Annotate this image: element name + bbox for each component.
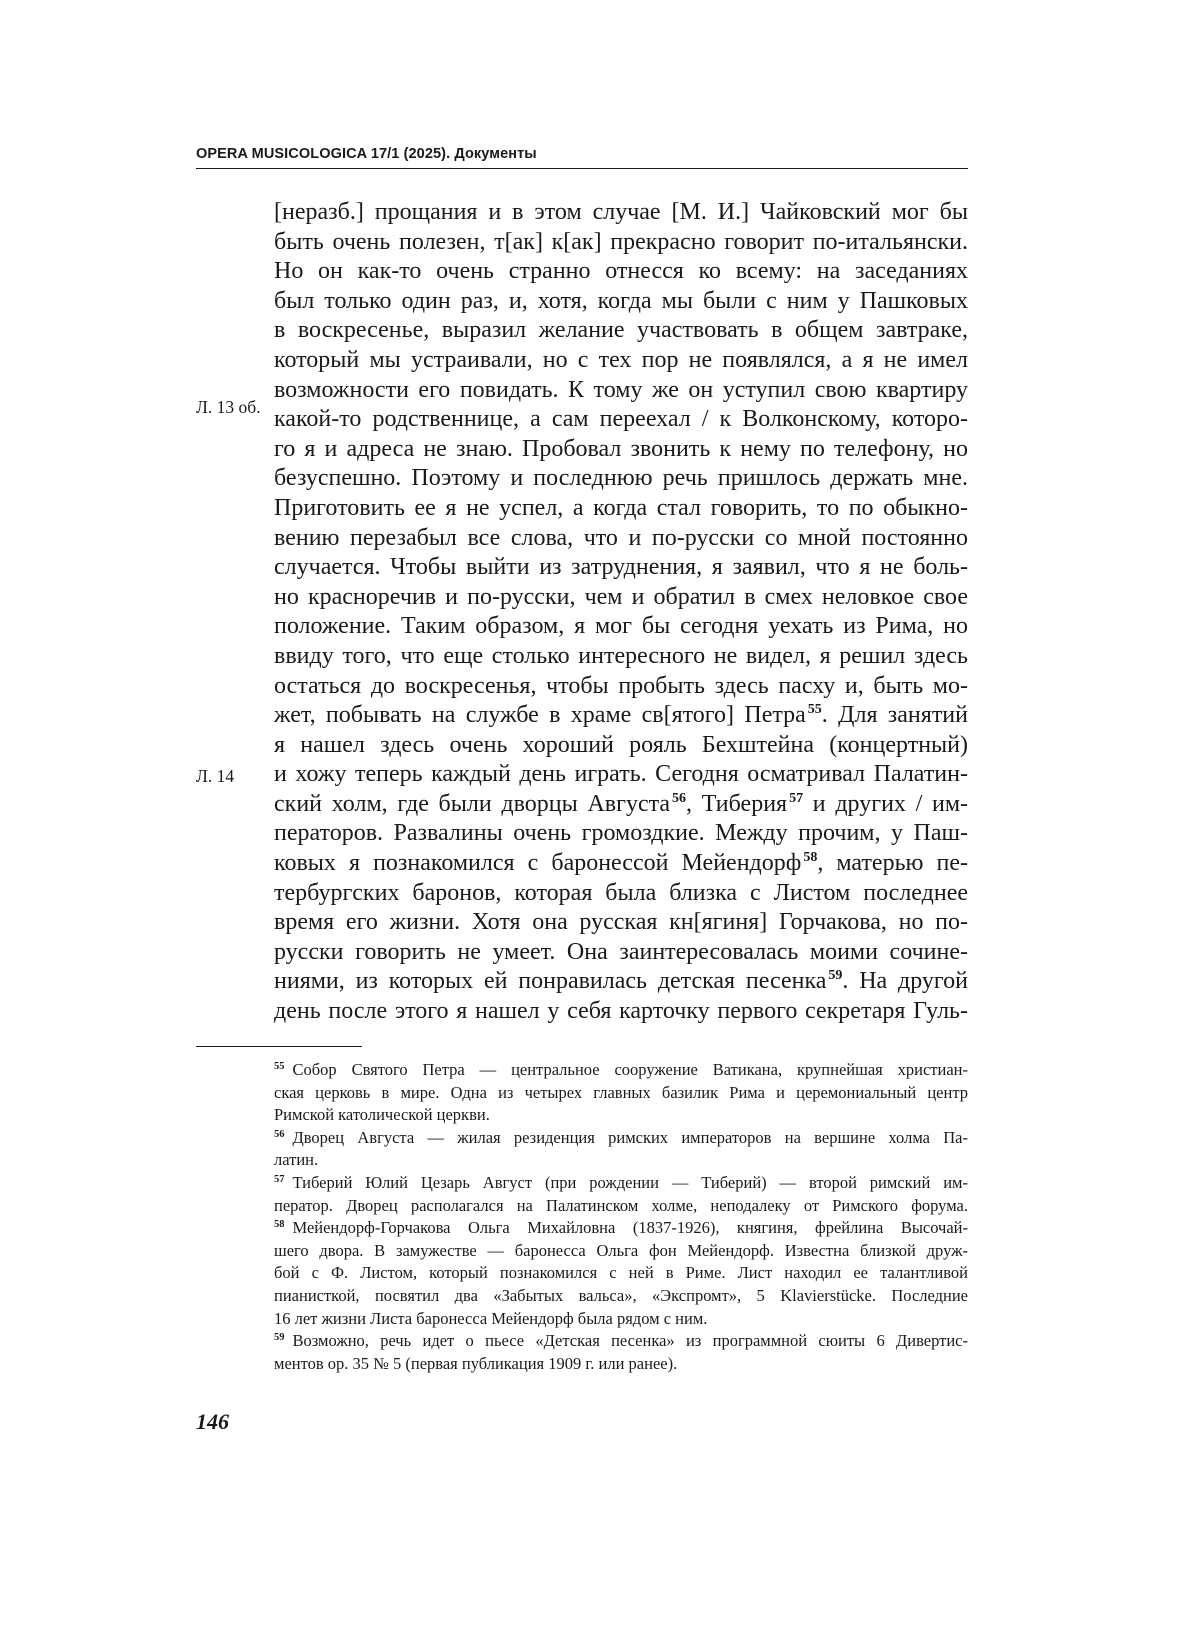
body-line: в воскресенье, выразил желание участвовать в общем завтраке, — [274, 317, 968, 344]
body-line: был только один раз, и, хотя, когда мы были с ним у Пашковых — [274, 287, 968, 314]
body-line: Но он как-то очень странно отнесся ко всему: на заседаниях — [274, 258, 968, 285]
body-text-run: . Для занятий — [821, 702, 968, 729]
footnote-text: Собор Святого Петра — центральное сооружение Ватикана, крупнейшая христиан- — [292, 1060, 968, 1079]
body-text-run: , Тиберия — [686, 790, 788, 817]
footnote-ref-57[interactable]: 57 — [789, 790, 804, 806]
footnote-number: 59 — [274, 1332, 285, 1344]
margin-note-folio: Л. 13 об. — [196, 397, 261, 417]
body-line: который мы устраивали, но с тех пор не появлялся, а я не имел — [274, 346, 968, 373]
footnote-line: Римской католической церкви. — [274, 1105, 490, 1125]
body-line — [274, 967, 968, 997]
footnote-separator — [196, 1046, 362, 1047]
footnote-ref-58[interactable]: 58 — [803, 850, 818, 866]
body-line: я нашел здесь очень хороший рояль Бехштейна (концертный) — [274, 731, 968, 758]
body-line: русски говорить не умеет. Она заинтересовалась моими сочине- — [274, 938, 968, 965]
footnote-text: Дворец Августа — жилая резиденция римских императоров на вершине холма Па- — [292, 1127, 968, 1147]
footnote-line: ментов ор. 35 № 5 (первая публикация 1909 г. или ранее). — [274, 1353, 678, 1373]
body-line: Приготовить ее я не успел, а когда стал говорить, то по обыкно- — [274, 494, 968, 521]
body-line: день после этого я нашел у себя карточку первого секретаря Гуль- — [274, 998, 968, 1025]
footnotes — [274, 1059, 968, 1375]
footnote-text: Мейендорф-Горчакова Ольга Михайловна (1837-1926), княгиня, фрейлина Высочай- — [292, 1218, 968, 1238]
body-line: и хожу теперь каждый день играть. Сегодня осматривал Палатин- — [274, 761, 968, 788]
body-text-run: , матерью пе- — [817, 850, 969, 877]
body-text — [274, 198, 968, 1027]
body-line: тербургских баронов, которая была близка с Листом последнее — [274, 879, 968, 906]
footnote-number: 55 — [274, 1061, 285, 1072]
body-line: остаться до воскресенья, чтобы пробыть здесь пасху и, быть мо- — [274, 672, 968, 699]
body-line — [274, 790, 968, 820]
footnote-59 — [274, 1330, 968, 1353]
footnote-number: 57 — [274, 1173, 285, 1185]
footnote-line: латин. — [274, 1150, 319, 1170]
footnote-55 — [274, 1059, 968, 1082]
running-head: OPERA MUSICOLOGICA 17/1 (2025). Документы — [196, 146, 968, 169]
footnote-line: ская церковь в мире. Одна из четырех главных базилик Рима и церемониальный центр — [274, 1082, 968, 1102]
body-line: ператоров. Развалины очень громоздкие. Между прочим, у Паш- — [274, 820, 968, 847]
footnote-ref-59[interactable]: 59 — [828, 968, 843, 984]
body-line: быть очень полезен, т[ак] к[ак] прекрасно говорит по-итальянски. — [274, 228, 968, 255]
body-text-run: и других / им- — [803, 790, 969, 817]
body-text-run: жет, побывать на службе в храме св[ятого] Петра — [274, 702, 806, 729]
footnote-line: ператор. Дворец располагался на Палатинском холме, неподалеку от Римского форума. — [274, 1195, 968, 1215]
footnote-line: 16 лет жизни Листа баронесса Мейендорф была рядом с ним. — [274, 1308, 708, 1328]
body-text-run: ский холм, где были дворцы Августа — [274, 790, 671, 817]
body-line: случается. Чтобы выйти из затруднения, я заявил, что я не боль- — [274, 554, 968, 581]
body-text-run: ниями, из которых ей понравилась детская песенка — [274, 968, 827, 995]
footnote-56 — [274, 1127, 968, 1150]
body-line: но красноречив и по-русски, чем и обратил в смех неловкое свое — [274, 583, 968, 610]
body-line: время его жизни. Хотя она русская кн[ягиня] Горчакова, но по- — [274, 909, 968, 936]
footnote-ref-56[interactable]: 56 — [672, 790, 687, 806]
body-line: положение. Таким образом, я мог бы сегодня уехать из Рима, но — [274, 613, 968, 640]
page-number: 146 — [196, 1409, 229, 1434]
body-line: возможности его повидать. К тому же он уступил свою квартиру — [274, 376, 968, 403]
footnote-text: Возможно, речь идет о пьесе «Детская песенка» из программной сюиты 6 Дивертис- — [292, 1331, 968, 1351]
body-line — [274, 849, 968, 879]
footnote-57 — [274, 1172, 968, 1195]
body-line: ввиду того, что еще столько интересного не видел, я решил здесь — [274, 642, 968, 669]
footnote-number: 56 — [274, 1128, 285, 1140]
footnote-58 — [274, 1217, 968, 1240]
body-line — [274, 701, 968, 731]
body-text-run: ковых я познакомился с баронессой Мейендорф — [274, 850, 802, 877]
body-line: го я и адреса не знаю. Пробовал звонить к нему по телефону, но — [274, 435, 968, 462]
body-line: вению перезабыл все слова, что и по-русски со мной постоянно — [274, 524, 968, 551]
footnote-number: 58 — [274, 1219, 285, 1231]
footnote-ref-55[interactable]: 55 — [807, 702, 822, 718]
body-line: безуспешно. Поэтому и последнюю речь пришлось держать мне. — [274, 465, 968, 492]
body-line: [неразб.] прощания и в этом случае [М. И.] Чайковский мог бы — [274, 199, 968, 225]
footnote-line: шего двора. В замужестве — баронесса Ольга фон Мейендорф. Известна близкой друж- — [274, 1240, 968, 1260]
footnote-line: бой с Ф. Листом, который познакомился с ней в Риме. Лист находил ее талантливой — [274, 1263, 968, 1283]
body-line: какой-то родственнице, а сам переехал / к Волконскому, которо- — [274, 406, 968, 433]
body-text-run: . На другой — [842, 968, 969, 995]
footnote-text: Тиберий Юлий Цезарь Август (при рождении –– Тиберий) — второй римский им- — [292, 1172, 968, 1192]
footnote-line: пианисткой, посвятил два «Забытых вальса», «Экспромт», 5 Klavierstücke. Последние — [274, 1285, 968, 1305]
margin-note-folio: Л. 14 — [196, 766, 235, 786]
